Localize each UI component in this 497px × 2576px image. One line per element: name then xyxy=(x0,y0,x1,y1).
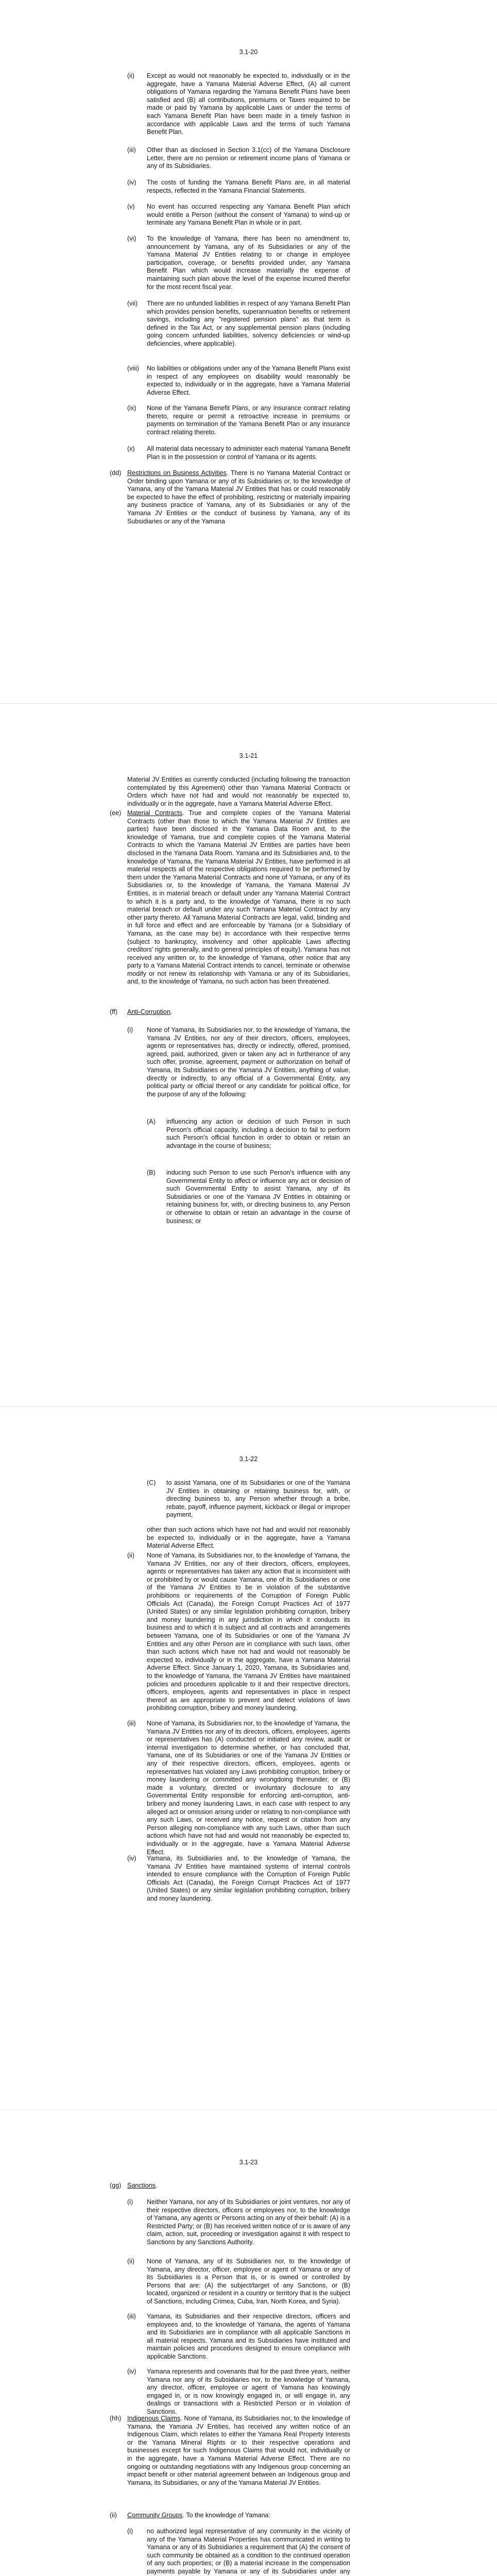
item-label: (viii) xyxy=(127,365,139,372)
paragraph: other than such actions which have not had and would not reasonably be expected to, individually or in the aggregate, have a Yamana Material Adverse Effect. xyxy=(147,1526,350,1550)
item-label: (iv) xyxy=(127,2368,136,2375)
paragraph: Neither Yamana, nor any of its Subsidiaries or joint ventures, nor any of their respective directors, officers or employees nor, to the knowledge of Yamana, any agents or Persons acting on any of their behalf: (A) is a Restricted Party; or (B) has received written notice of or is aware of any claim, action, suit, proceeding or investigation against it with respect to Sanctions by any Sanctions Authority. xyxy=(147,2198,350,2246)
item-label: (ii) xyxy=(127,1552,134,1559)
page-number: 3.1-22 xyxy=(239,1455,258,1463)
page-3-1-23 xyxy=(0,2110,497,2576)
paragraph: Yamana, its Subsidiaries and, to the knowledge of Yamana, the Yamana JV Entities have maintained systems of internal controls intended to ensure compliance with the Corruption of Foreign Public Officials Act (Canada), the Foreign Corrupt Practices Act of 1977 (United States) or any similar legislation prohibiting corruption, bribery and money laundering. xyxy=(147,1855,350,1902)
item-label: (iii) xyxy=(127,146,136,154)
paragraph: Except as would not reasonably be expected to, individually or in the aggregate, have a Yamana Material Adverse Effect, (A) all current obligations of Yamana regarding the Yamana Benefit Plans have been satisfied and (B) all contributions, premiums or Taxes required to be made or paid by Yamana by applicable Laws or under the terms of each Yamana Benefit Plan have been made in a timely fashion in accordance with applicable Laws and the terms of such Yamana Benefit Plan. xyxy=(147,72,350,136)
paragraph: None of the Yamana Benefit Plans, or any insurance contract relating thereto, require or permit a retroactive increase in premiums or payments on termination of the Yamana Benefit Plan or any insurance contract relating thereto. xyxy=(147,404,350,436)
item-label: (B) xyxy=(147,1169,156,1176)
item-label: (v) xyxy=(127,203,135,210)
page-3-1-20 xyxy=(0,0,497,703)
paragraph: Yamana, its Subsidiaries and their respective directors, officers and employees and, to the knowledge of Yamana, the agents of Yamana and its Subsidiaries are in compliance with all applicable Sanctions in all material respects. Yamana and its Subsidiaries have instituted and maintain policies and procedures designed to ensure compliance with applicable Sanctions. xyxy=(147,2313,350,2360)
item-label: (ee) xyxy=(110,809,122,817)
paragraph: None of Yamana, its Subsidiaries nor, to the knowledge of Yamana, the Yamana JV Entities, nor any of their directors, officers, employees, agents or representatives has taken any action that is inconsistent with or prohibited by or would cause Yamana, one of its Subsidiaries or one of the Yamana JV Entities to be in violation of the substantive prohibitions or requirements of the Corruption of Foreign Public Officials Act (Canada), the Foreign Corrupt Practices Act of 1977 (United States) or any similar legislation prohibiting corruption, bribery and money laundering in any jurisdiction in which it conducts its business and to which it is subject and all contracts and arrangements between Yamana, one of its Subsidiaries or one of the Yamana JV Entities and any other Person are in compliance with such laws, other than such actions which have not had and would not reasonably be expected to, individually or in the aggregate, have a Yamana Material Adverse Effect. Since January 1, 2020, Yamana, its Subsidiaries and, to the knowledge of Yamana, the Yamana JV Entities have maintained policies and procedures applicable to it and their respective directors, officers, employees, agents and representatives in place in respect thereof as are appropriate to prevent and detect violations of laws prohibiting corruption, bribery and money laundering. xyxy=(147,1552,350,1712)
paragraph-text: . xyxy=(170,1008,173,1015)
paragraph: influencing any action or decision of such Person in such Person's official capacity, including a decision to fail to perform such Person's official function in order to obtain or retain an advantage in the course of business; xyxy=(166,1118,350,1149)
paragraph-text: . To the knowledge of Yamana: xyxy=(182,2512,270,2519)
item-label: (vii) xyxy=(127,300,138,307)
section-heading: Anti-Corruption xyxy=(127,1008,171,1015)
paragraph: Yamana represents and covenants that for the past three years, neither Yamana nor any of its Subsidiaries nor, to the knowledge of Yamana, any director, officer, employee or agent of Yamana has knowingly engaged in, or is now knowingly engaged in, or will engage in, any dealings or transactions with a Restricted Person or in violation of Sanctions. xyxy=(147,2368,350,2415)
item-label: (iv) xyxy=(127,1855,136,1862)
item-label: (i) xyxy=(127,2198,133,2206)
item-label: (ff) xyxy=(110,1008,118,1015)
page-3-1-22 xyxy=(0,1406,497,2110)
item-label: (gg) xyxy=(110,2182,122,2189)
paragraph-text: . None of Yamana, its Subsidiaries nor, to the knowledge of Yamana, the Yamana JV Entities, has received any written notice of an Indigenous Claim, which relates to either the Yamana Real Property Interests or the Yamana Mineral Rights or to their respective operations and businesses except for such Indigenous Claims that would not, individually or in the aggregate, have a Yamana Material Adverse Effect. There are no ongoing or outstanding negotiations with any Indigenous group concerning an impact benefit or other material agreement between an Indigenous group and Yamana, its Subsidiaries, or any of the Yamana Material JV Entities. xyxy=(127,2415,350,2486)
page-number: 3.1-21 xyxy=(239,752,258,759)
paragraph: The costs of funding the Yamana Benefit Plans are, in all material respects, reflected in the Yamana Financial Statements. xyxy=(147,179,350,194)
paragraph xyxy=(127,2415,350,2487)
page-3-1-21 xyxy=(0,703,497,1406)
paragraph xyxy=(127,1008,350,1016)
item-label: (ii) xyxy=(127,2258,134,2265)
item-label: (ii) xyxy=(110,2512,117,2519)
paragraph: All material data necessary to administer each material Yamana Benefit Plan is in the possession or control of Yamana or its agents. xyxy=(147,445,350,461)
item-label: (C) xyxy=(147,1479,156,1486)
item-label: (hh) xyxy=(110,2415,122,2422)
item-label: (dd) xyxy=(110,469,122,477)
paragraph: None of Yamana, any of its Subsidiaries nor, to the knowledge of Yamana, any director, officer, employee or agent of Yamana or any of its Subsidiaries is a Person that is, or is owned or controlled by Persons that are: (A) the subject/target of any Sanctions, or (B) located, organized or resident in a country or territory that is the subject of Sanctions, including Crimea, Cuba, Iran, North Korea, and Syria). xyxy=(147,2258,350,2305)
section-heading: Material Contracts xyxy=(127,809,182,817)
paragraph: There are no unfunded liabilities in respect of any Yamana Benefit Plan which provides pension benefits, superannuation benefits or retirement savings, including any "registered pension plans" as that term is defined in the Tax Act, or any supplemental pension plans (including going concern unfunded liabilities, solvency deficiencies or wind-up deficiencies, where applicable). xyxy=(147,300,350,347)
paragraph-text: . There is no Yamana Material Contract or Order binding upon Yamana or any of its Subsidiaries or, to the knowledge of Yamana, any of the Yamana Material JV Entities that has or could reasonably be expected to have the effect of prohibiting, restricting or materially impairing any business practice of Yamana, any of its Subsidiaries or any of the Yamana JV Entities or the conduct of business by Yamana, any of its Subsidiaries or any of the Yamana xyxy=(127,469,350,525)
paragraph xyxy=(127,2182,350,2190)
item-label: (i) xyxy=(127,1026,133,1033)
item-label: (iv) xyxy=(127,179,136,186)
section-heading: Sanctions xyxy=(127,2182,156,2189)
section-heading: Indigenous Claims xyxy=(127,2415,181,2422)
paragraph: No event has occurred respecting any Yamana Benefit Plan which would entitle a Person (without the consent of Yamana) to wind-up or terminate any Yamana Benefit Plan in whole or in part. xyxy=(147,203,350,227)
paragraph: No liabilities or obligations under any of the Yamana Benefit Plans exist in respect of any employees on disability would reasonably be expected to, individually or in the aggregate, have a Yamana Material Adverse Effect. xyxy=(147,365,350,396)
paragraph xyxy=(127,809,350,986)
paragraph: to assist Yamana, one of its Subsidiaries or one of the Yamana JV Entities in obtaining or retaining business for, with, or directing business to, any Person whether through a bribe, rebate, payoff, influence payment, kickback or illegal or improper payment, xyxy=(166,1479,350,1519)
paragraph: no authorized legal representative of any community in the vicinity of any of the Yamana Material Properties has communicated in writing to Yamana or any of its Subsidiaries a requirement that (A) the consent of such community be obtained as a condition to the continued operation of any such properties; or (B) a material increase in the compensation payments payable by Yamana or any of its Subsidiaries under any xyxy=(147,2528,350,2575)
paragraph: Other than as disclosed in Section 3.1(cc) of the Yamana Disclosure Letter, there are no pension or retirement income plans of Yamana or any of its Subsidiaries. xyxy=(147,146,350,170)
paragraph: Material JV Entities as currently conducted (including following the transaction contemplated by this Agreement) other than Yamana Material Contracts or Orders which have not had and would not reasonably be expected to, individually or in the aggregate, have a Yamana Material Adverse Effect. xyxy=(127,776,350,807)
page-number: 3.1-20 xyxy=(239,48,258,56)
paragraph: None of Yamana, its Subsidiaries nor, to the knowledge of Yamana, the Yamana JV Entities nor any of its directors, officers, employees, agents or representatives has (A) conducted or initiated any review, audit or internal investigation to determine whether, or has concluded that, Yamana, one of its Subsidiaries or one of the Yamana JV Entities or any of their respective directors, officers, employees, agents or representatives has violated any Laws prohibiting corruption, bribery or money laundering or committed any wrongdoing thereunder, or (B) made a voluntary, directed or involuntary disclosure to any Governmental Entity responsible for enforcing anti-corruption, anti-bribery and money laundering Laws, in each case with respect to any alleged act or omission arising under or relating to non-compliance with any such Laws, or received any notice, request or citation from any Person alleging non-compliance with any such Laws, other than such actions which have not had and would not reasonably be expected to, individually or in the aggregate, have a Yamana Material Adverse Effect. xyxy=(147,1720,350,1856)
paragraph xyxy=(127,469,350,526)
paragraph-text: . xyxy=(155,2182,158,2189)
paragraph: To the knowledge of Yamana, there has been no amendment to, announcement by Yamana, any of its Subsidiaries or any of the Yamana Material JV Entities relating to or change in employee participation, coverage, or benefits provided under, any Yamana Benefit Plan which would increase materially the expense of maintaining such plan above the level of the expense incurred therefor for the most recent fiscal year. xyxy=(147,235,350,291)
item-label: (iii) xyxy=(127,1720,136,1727)
item-label: (vi) xyxy=(127,235,136,242)
page-number: 3.1-23 xyxy=(239,2159,258,2166)
item-label: (iii) xyxy=(127,2313,136,2320)
paragraph: None of Yamana, its Subsidiaries nor, to the knowledge of Yamana, the Yamana JV Entities, nor any of their directors, officers, employees, agents or representatives has, directly or indirectly, offered, promised, agreed, paid, authorized, given or taken any act in furtherance of any such offer, promise, agreement, payment or authorization on behalf of Yamana, its Subsidiaries or the Yamana JV Entities, anything of value, directly or indirectly, to any official of a Governmental Entity, any political party or official thereof or any candidate for political office, for the purpose of any of the following: xyxy=(147,1026,350,1098)
paragraph-text: . True and complete copies of the Yamana Material Contracts (other than those to which the Yamana Material JV Entities are parties) have been disclosed in the Yamana Data Room and, to the knowledge of Yamana, true and complete copies of the Yamana Material Contracts to which the Yamana Material JV Entities are parties have been disclosed in the Yamana Data Room. Yamana and its Subsidiaries and, to the knowledge of Yamana, the Yamana Material JV Entities, have performed in all material respects all of the respective obligations required to be performed by them under the Yamana Material Contracts and none of Yamana, or any of its Subsidiaries or, to the knowledge of Yamana, the Yamana Material JV Entities, is in material breach or default under any Yamana Material Contract to which it is a party and, to the knowledge of Yamana, there is no such material breach or default under any such Yamana Material Contract by any other party thereto. All Yamana Material Contracts are legal, valid, binding and in full force and effect and are enforceable by Yamana (or a Subsidiary of Yamana, as the case may be) in accordance with their respective terms (subject to bankruptcy, insolvency and other applicable Laws affecting creditors' rights generally, and to general principles of equity). Yamana has not received any written or, to the knowledge of Yamana, other notice that any party to a Yamana Material Contract intends to cancel, terminate or otherwise modify or not renew its relationship with Yamana or any of its Subsidiaries, and, to the knowledge of Yamana, no such action has been threatened. xyxy=(127,809,350,986)
section-heading: Restrictions on Business Activities xyxy=(127,469,227,477)
item-label: (i) xyxy=(127,2528,133,2535)
item-label: (x) xyxy=(127,445,135,452)
item-label: (ix) xyxy=(127,404,136,412)
item-label: (ii) xyxy=(127,72,134,79)
paragraph: inducing such Person to use such Person's influence with any Governmental Entity to affect or influence any act or decision of such Governmental Entity to assist Yamana, any of its Subsidiaries or one of the Yamana JV Entities in obtaining or retaining business for, with, or directing business to, any Person or otherwise to obtain or retain an advantage in the course of business; or xyxy=(166,1169,350,1225)
paragraph xyxy=(127,2512,350,2520)
section-heading: Community Groups xyxy=(127,2512,183,2519)
item-label: (A) xyxy=(147,1118,156,1125)
